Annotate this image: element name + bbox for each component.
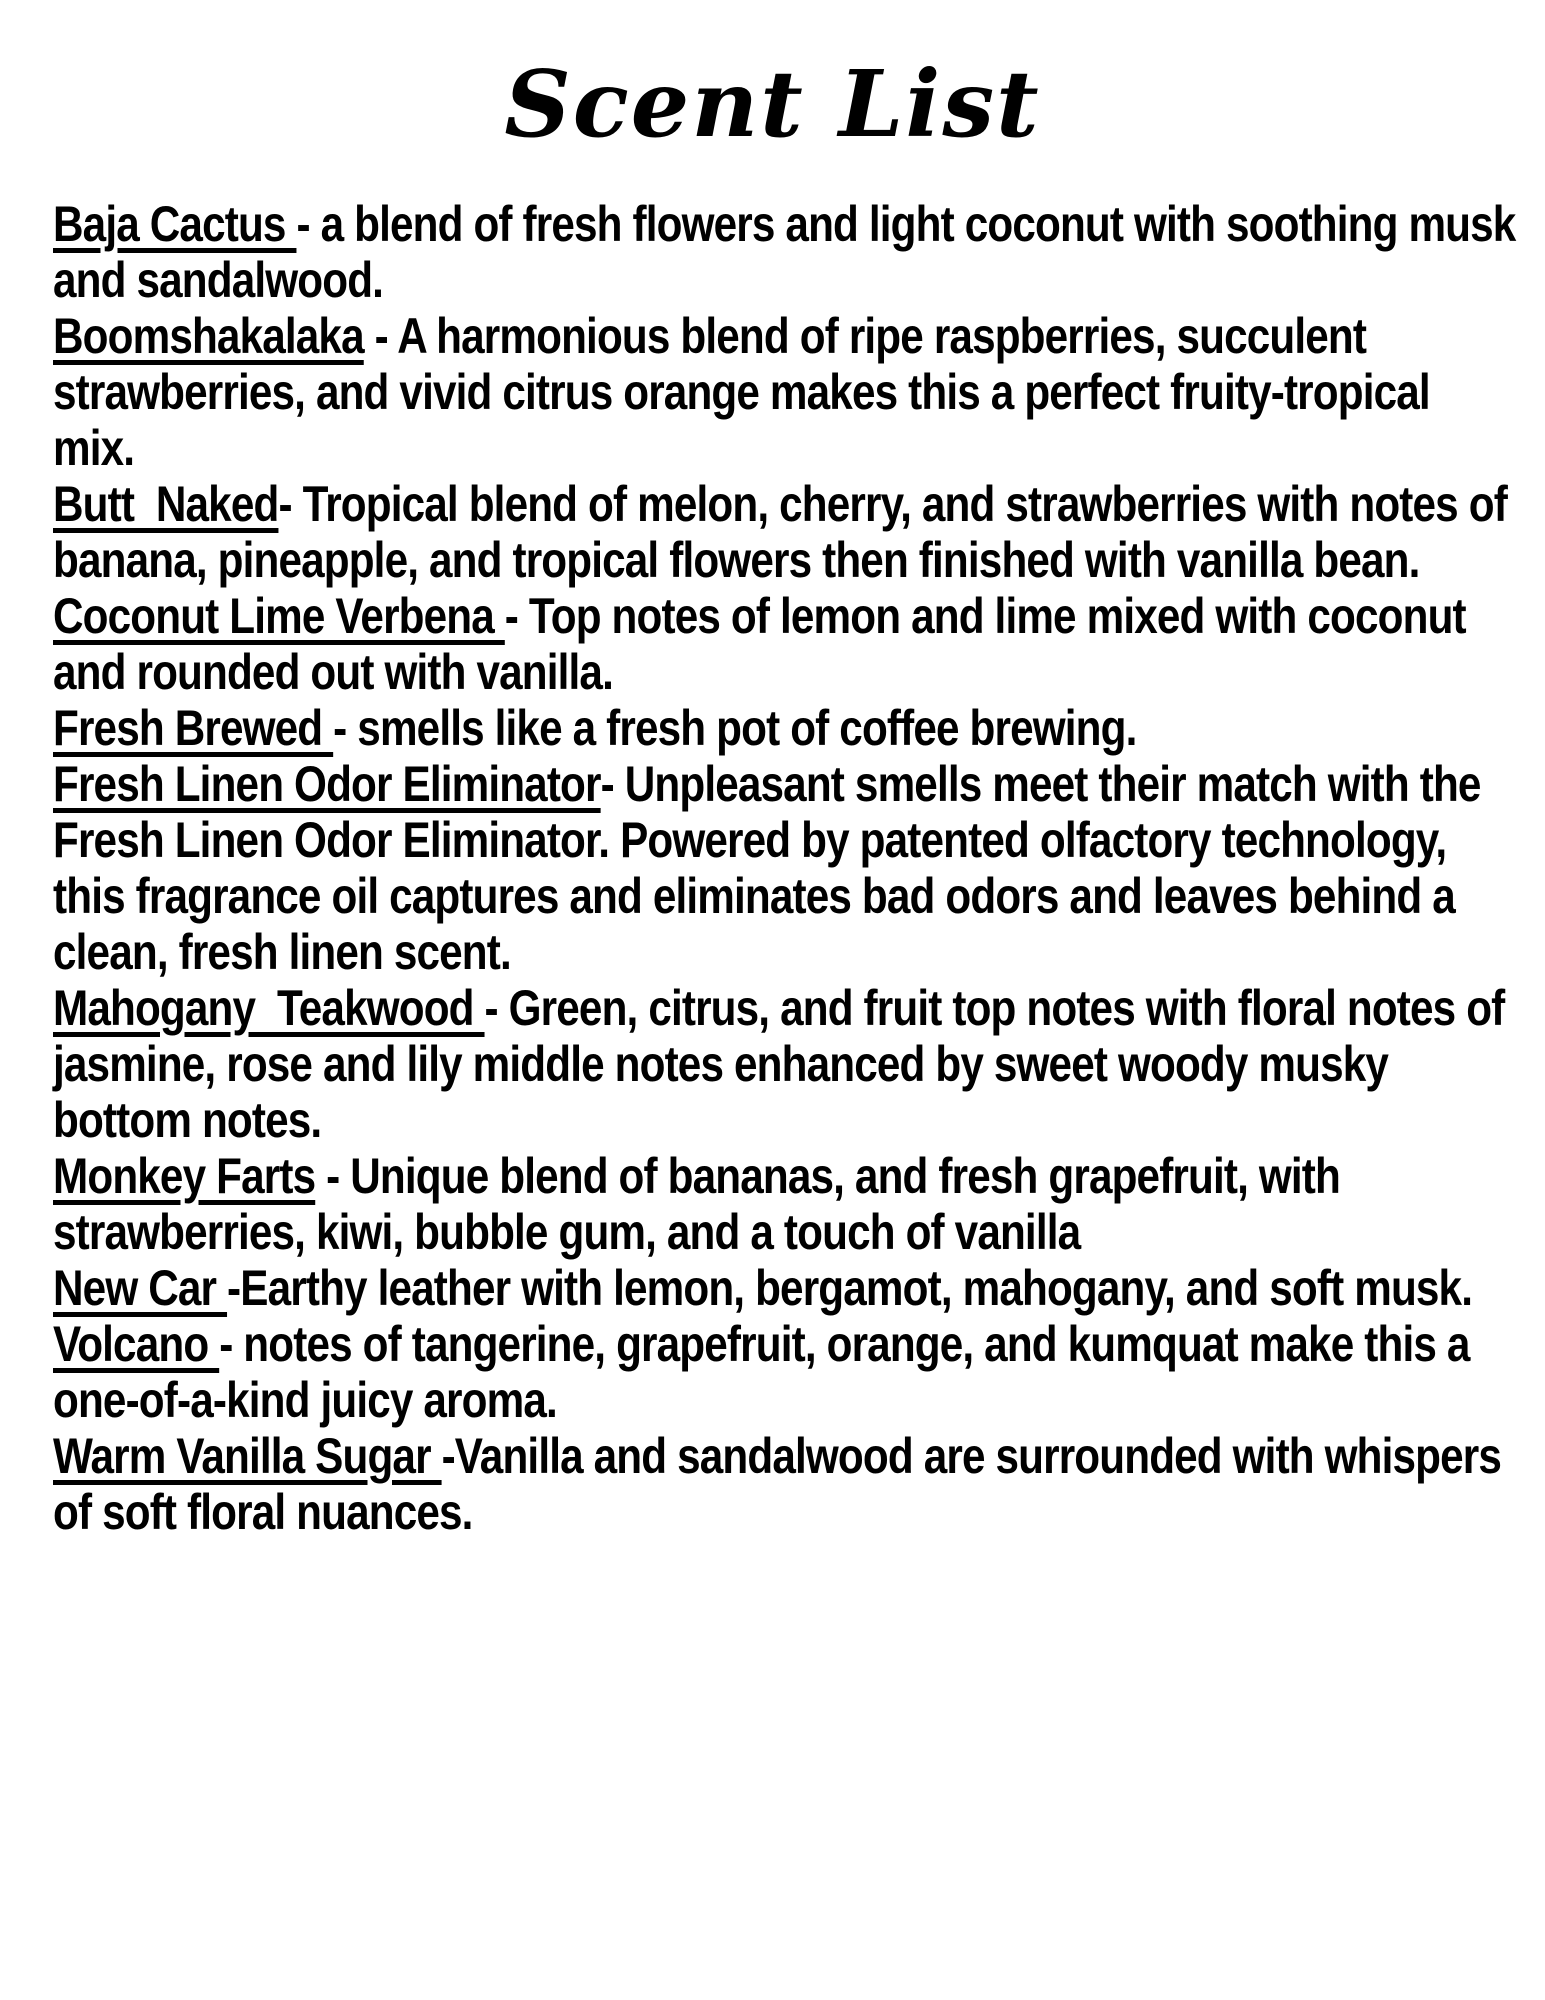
scent-list: [53, 195, 1527, 1540]
scent-description: - Unpleasant smells meet their match with the Fresh Linen Odor Eliminator. Powered by patented olfactory technology, this fragrance oil captures and eliminates bad odors and leaves behind a clean, fresh linen scent.: [53, 755, 1492, 980]
scent-description: -Earthy leather with lemon, bergamot, mahogany, and soft musk.: [227, 1259, 1473, 1316]
scent-entry: [53, 1428, 1519, 1540]
scent-description: - Green, citrus, and fruit top notes with floral notes of jasmine, rose and lily middle notes enhanced by sweet woody musky bottom notes.: [53, 979, 1516, 1148]
scent-name: Fresh Linen Odor Eliminator: [53, 755, 601, 812]
page-title: Scent List: [504, 50, 1041, 158]
scent-name: Fresh Brewed: [53, 699, 334, 756]
scent-description: - A harmonious blend of ripe raspberries, succulent strawberries, and vivid citrus orange makes this a perfect fruity-tropical mix.: [53, 307, 1441, 476]
scent-name: Volcano: [53, 1315, 220, 1372]
scent-name: New Car: [53, 1259, 228, 1316]
scent-entry: [53, 1316, 1519, 1428]
scent-description: - notes of tangerine, grapefruit, orange, and kumquat make this a one-of-a-kind juicy aroma.: [53, 1315, 1481, 1428]
scent-entry: [53, 588, 1519, 700]
scent-entry: [53, 308, 1519, 476]
scent-entry: [53, 756, 1519, 980]
scent-entry: [53, 195, 1527, 308]
scent-name: Butt Naked: [53, 475, 279, 532]
scent-name: Coconut Lime Verbena: [53, 587, 505, 644]
scent-description: - a blend of fresh flowers and light coconut with soothing musk and sandalwood.: [53, 195, 1527, 308]
scent-entry: [53, 1260, 1519, 1316]
scent-entry: [53, 700, 1519, 756]
scent-description: -Vanilla and sandalwood are surrounded with whispers of soft floral nuances.: [53, 1427, 1512, 1540]
scent-entry: [53, 476, 1519, 588]
scent-name: Baja Cactus: [53, 195, 297, 252]
scent-entry: [53, 980, 1519, 1148]
scent-name: Monkey Farts: [53, 1147, 316, 1204]
scent-name: Boomshakalaka: [53, 307, 364, 364]
scent-name: Warm Vanilla Sugar: [53, 1427, 442, 1484]
scent-description: - Tropical blend of melon, cherry, and strawberries with notes of banana, pineapple, and tropical flowers then finished with vanilla bean.: [53, 475, 1518, 588]
scent-description: - smells like a fresh pot of coffee brewing.: [333, 699, 1137, 756]
scent-entry: [53, 1148, 1519, 1260]
scent-name: Mahogany Teakwood: [53, 979, 485, 1036]
scent-description: - Top notes of lemon and lime mixed with coconut and rounded out with vanilla.: [53, 587, 1477, 700]
scent-description: - Unique blend of bananas, and fresh grapefruit, with strawberries, kiwi, bubble gum, and a touch of vanilla: [53, 1147, 1351, 1260]
